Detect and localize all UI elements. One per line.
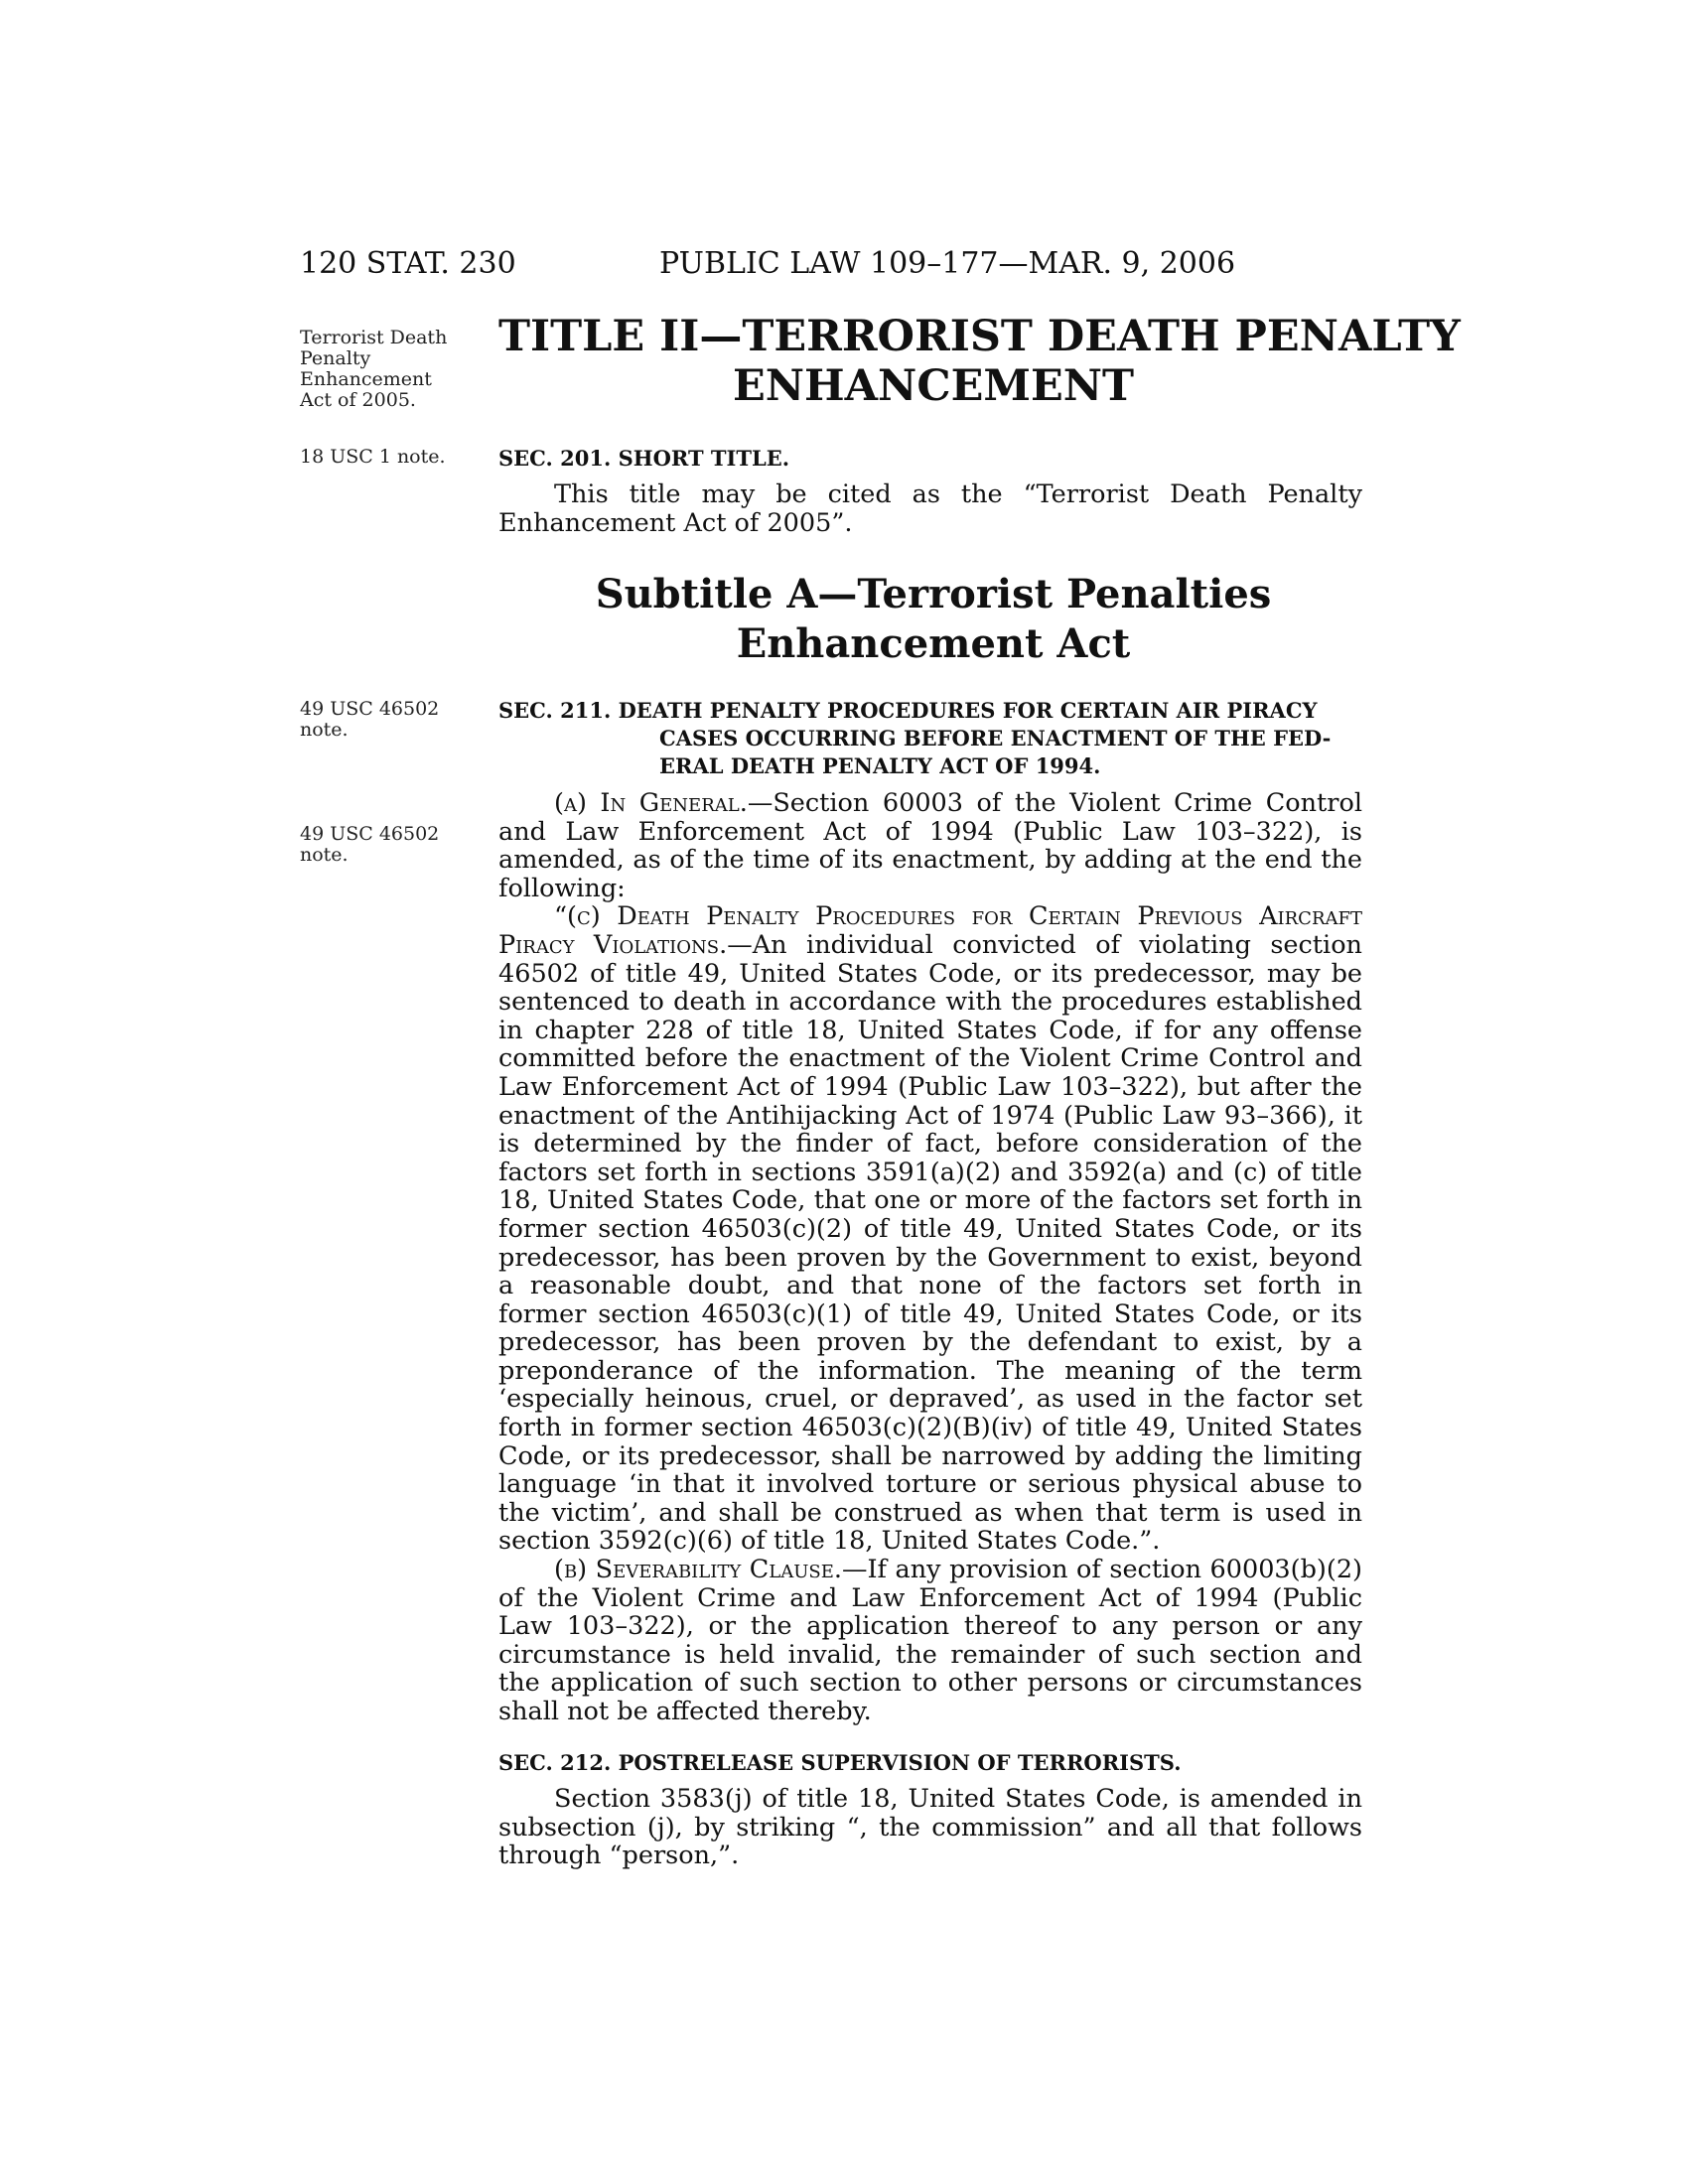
title-heading: TITLE II—TERRORIST DEATH PENALTY ENHANCEMENT bbox=[498, 312, 1461, 411]
margin-note-usc-2: 49 USC 46502 note. bbox=[300, 698, 440, 741]
sec-212-body: Section 3583(j) of title 18, United States Code, is amended in subsection (j), by striking “, the commission” and all that follows through “person,”. bbox=[498, 1784, 1362, 1871]
margin-note-usc-3: 49 USC 46502 note. bbox=[300, 823, 440, 866]
sec-201-heading: SEC. 201. SHORT TITLE. bbox=[498, 446, 790, 471]
sec-201-body: This title may be cited as the “Terrorist Death Penalty Enhancement Act of 2005”. bbox=[498, 479, 1362, 538]
margin-note-usc-1: 18 USC 1 note. bbox=[300, 446, 446, 468]
subtitle-heading: Subtitle A—Terrorist Penalties Enhancement Act bbox=[595, 571, 1272, 667]
public-law-header: PUBLIC LAW 109–177—MAR. 9, 2006 bbox=[659, 246, 1236, 281]
subsection-c-quoted: “(c) Death Penalty Procedures for Certain Previous Aircraft Piracy Violations.—An individual convicted of violating section 46502 of title 49, United States Code, or its predecessor, may be sentenced to death in accordance with the procedures established in chapter 228 of title 18, United States Code, if for any offense committed before the enactment of the Violent Crime Control and Law Enforcement Act of 1994 (Public Law 103–322), but after the enactment of the Antihijacking Act of 1974 (Public Law 93–366), it is determined by the finder of fact, before consideration of the factors set forth in sections 3591(a)(2) and 3592(a) and (c) of title 18, United States Code, that one or more of the factors set forth in former section 46503(c)(2) of title 49, United States Code, or its predecessor, has been proven by the Government to exist, beyond a reasonable doubt, and that none of the factors set forth in former section 46503(c)(1) of title 49, United States Code, or its predecessor, has been proven by the defendant to exist, by a preponderance of the information. The meaning of the term ‘especially heinous, cruel, or depraved’, as used in the factor set forth in former section 46503(c)(2)(B)(iv) of title 49, United States Code, or its predecessor, shall be narrowed by adding the limiting language ‘in that it involved torture or serious physical abuse to the victim’, and shall be construed as when that term is used in section 3592(c)(6) of title 18, United States Code.”. bbox=[498, 901, 1362, 1557]
sec-211-body bbox=[498, 789, 1362, 1726]
subsection-b: (b) Severability Clause.—If any provision of section 60003(b)(2) of the Violent Crime and Law Enforcement Act of 1994 (Public Law 103–322), or the application thereof to any person or any circumstance is held invalid, the remainder of such section and the application of such section to other persons or circumstances shall not be affected thereby. bbox=[498, 1555, 1362, 1726]
sec-211-heading: SEC. 211. DEATH PENALTY PROCEDURES FOR CERTAIN AIR PIRACY CASES OCCURRING BEFORE ENACTMENT OF THE FED- ERAL DEATH PENALTY ACT OF 1994. bbox=[498, 698, 1332, 778]
subsection-a: (a) In General.—Section 60003 of the Violent Crime Control and Law Enforcement Act of 1994 (Public Law 103–322), is amended, as of the time of its enactment, by adding at the end the following: bbox=[498, 788, 1362, 903]
page-stat-number: 120 STAT. 230 bbox=[300, 246, 516, 281]
sec-212-heading: SEC. 212. POSTRELEASE SUPERVISION OF TERRORISTS. bbox=[498, 1750, 1182, 1775]
margin-note-short-title: Terrorist Death Penalty Enhancement Act of 2005. bbox=[300, 327, 448, 411]
